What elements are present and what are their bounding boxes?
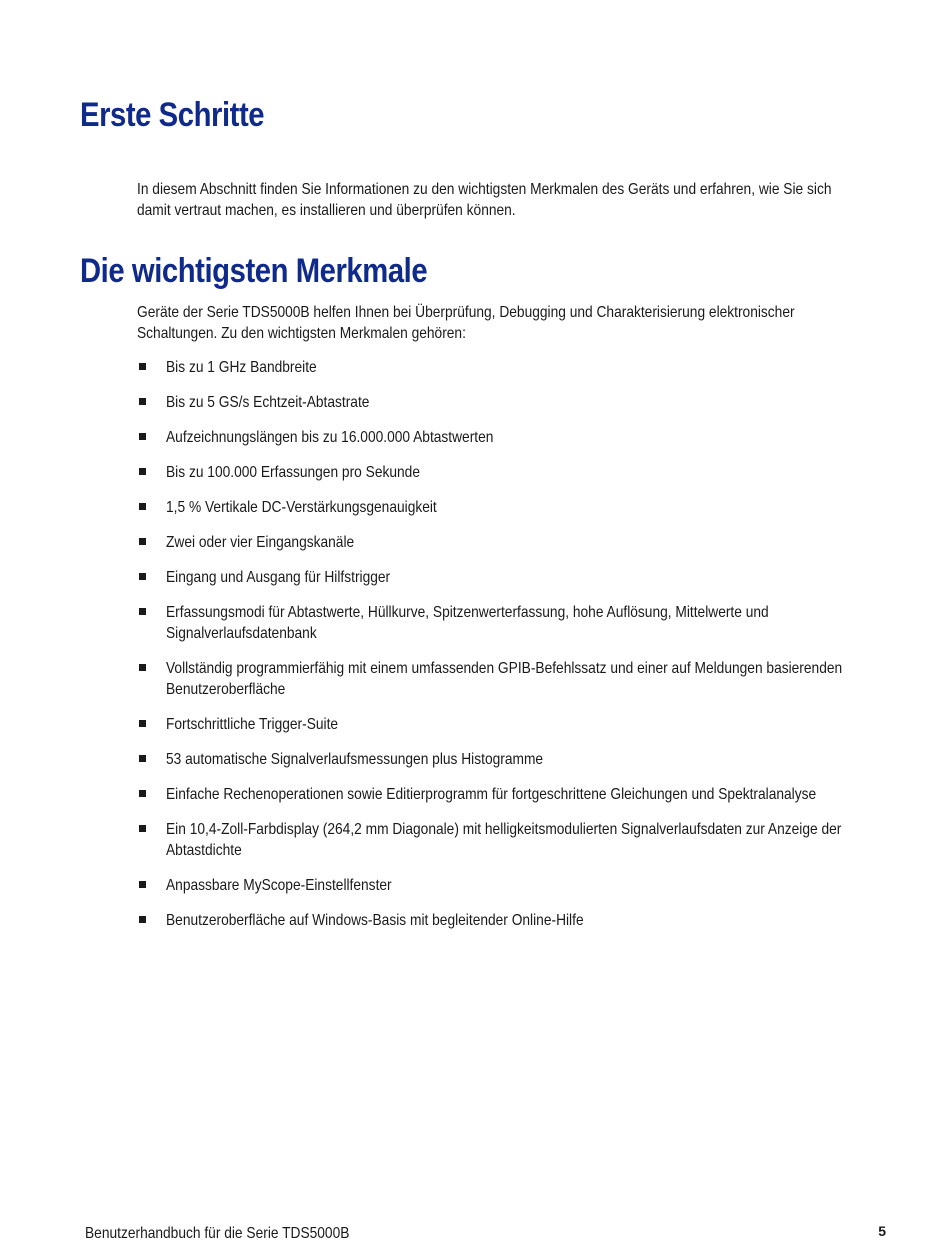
list-item: Vollständig programmierfähig mit einem umfassenden GPIB-Befehlssatz und einer auf Meldungen basierenden Benutzeroberfläche bbox=[137, 658, 867, 700]
bullet-square-icon bbox=[139, 363, 146, 370]
list-item: Einfache Rechenoperationen sowie Editierprogramm für fortgeschrittene Gleichungen und Spektralanalyse bbox=[137, 784, 867, 805]
bullet-square-icon bbox=[139, 825, 146, 832]
bullet-square-icon bbox=[139, 538, 146, 545]
list-item: Eingang und Ausgang für Hilfstrigger bbox=[137, 567, 867, 588]
bullet-square-icon bbox=[139, 608, 146, 615]
bullet-square-icon bbox=[139, 468, 146, 475]
list-item: Fortschrittliche Trigger-Suite bbox=[137, 714, 867, 735]
list-item: Anpassbare MyScope-Einstellfenster bbox=[137, 875, 867, 896]
list-item: Bis zu 5 GS/s Echtzeit-Abtastrate bbox=[137, 392, 867, 413]
footer-manual-title: Benutzerhandbuch für die Serie TDS5000B bbox=[85, 1225, 350, 1242]
bullet-square-icon bbox=[139, 916, 146, 923]
intro-paragraph bbox=[137, 179, 857, 221]
intro-paragraph-text: In diesem Abschnitt finden Sie Informationen zu den wichtigsten Merkmalen des Geräts und erfahren, wie Sie sich damit vertraut machen, es installieren und überprüfen können. bbox=[137, 181, 832, 219]
list-item: Bis zu 1 GHz Bandbreite bbox=[137, 357, 867, 378]
bullet-square-icon bbox=[139, 790, 146, 797]
bullet-square-icon bbox=[139, 398, 146, 405]
bullet-square-icon bbox=[139, 664, 146, 671]
lead-paragraph-text: Geräte der Serie TDS5000B helfen Ihnen bei Überprüfung, Debugging und Charakterisierung elektronischer Schaltungen. Zu den wichtigsten Merkmalen gehören: bbox=[137, 304, 795, 342]
list-item: Bis zu 100.000 Erfassungen pro Sekunde bbox=[137, 462, 867, 483]
bullet-square-icon bbox=[139, 755, 146, 762]
list-item: Aufzeichnungslängen bis zu 16.000.000 Abtastwerten bbox=[137, 427, 867, 448]
bullet-square-icon bbox=[139, 433, 146, 440]
section-heading-merkmale: Die wichtigsten Merkmale bbox=[80, 252, 428, 290]
list-item: Erfassungsmodi für Abtastwerte, Hüllkurve, Spitzenwerterfassung, hohe Auflösung, Mittelwerte und Signalverlaufsdatenbank bbox=[137, 602, 867, 644]
page-number: 5 bbox=[878, 1223, 886, 1239]
list-item: Zwei oder vier Eingangskanäle bbox=[137, 532, 867, 553]
lead-paragraph bbox=[137, 302, 857, 344]
bullet-square-icon bbox=[139, 720, 146, 727]
list-item: Ein 10,4-Zoll-Farbdisplay (264,2 mm Diagonale) mit helligkeitsmodulierten Signalverlaufsdaten zur Anzeige der Abtastdichte bbox=[137, 819, 867, 861]
section-heading-erste-schritte: Erste Schritte bbox=[80, 96, 265, 134]
bullet-square-icon bbox=[139, 573, 146, 580]
list-item: 1,5 % Vertikale DC-Verstärkungsgenauigkeit bbox=[137, 497, 867, 518]
list-item: 53 automatische Signalverlaufsmessungen plus Histogramme bbox=[137, 749, 867, 770]
list-item: Benutzeroberfläche auf Windows-Basis mit begleitender Online-Hilfe bbox=[137, 910, 867, 931]
feature-list bbox=[137, 357, 867, 945]
bullet-square-icon bbox=[139, 881, 146, 888]
bullet-square-icon bbox=[139, 503, 146, 510]
